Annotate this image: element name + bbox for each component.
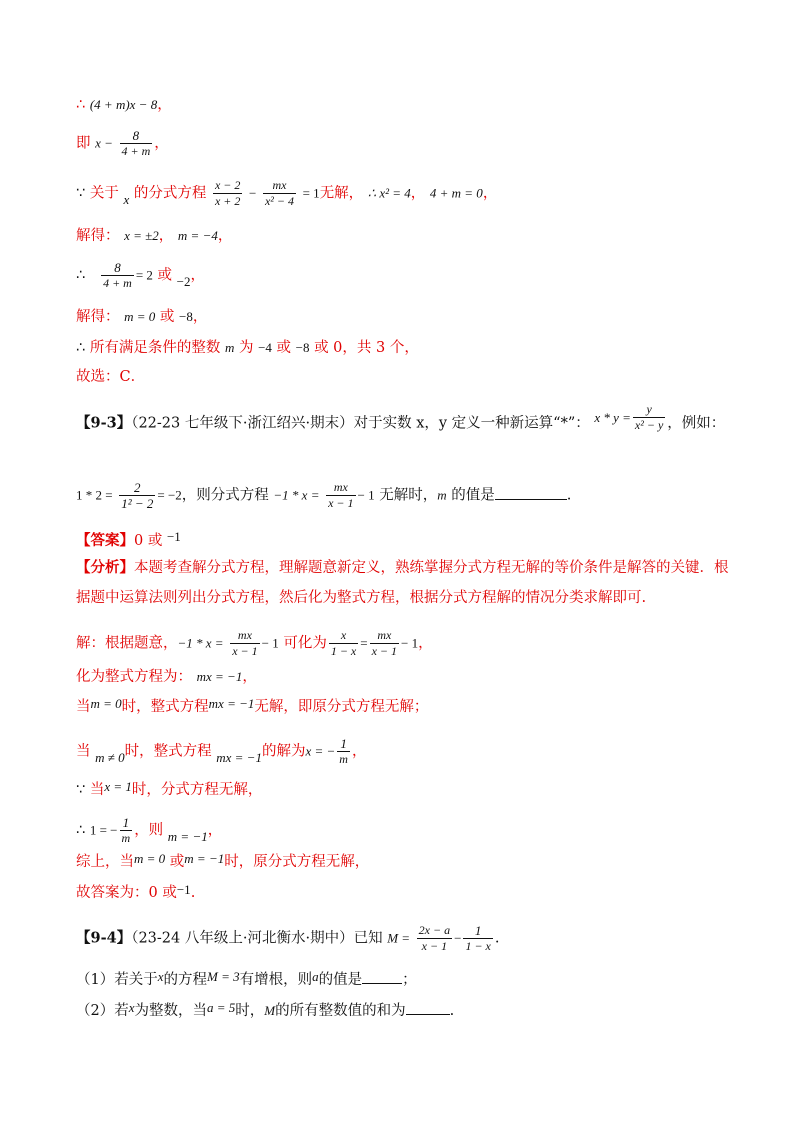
- punct: ，: [157, 97, 172, 113]
- punct: ，: [351, 743, 367, 760]
- punct: ，: [190, 267, 205, 284]
- step-6: [76, 815, 222, 846]
- solution-line-6: [76, 307, 207, 327]
- numerator: y: [633, 402, 665, 418]
- text: 或: [159, 309, 175, 325]
- expression: −1: [176, 882, 191, 897]
- variable: x: [123, 191, 130, 207]
- expression: m = 0: [124, 309, 156, 324]
- expression: m ≠ 0: [95, 749, 125, 765]
- fraction-2: [329, 628, 358, 659]
- text: 故答案为：0 或: [76, 885, 177, 901]
- fraction-2: [463, 923, 492, 954]
- expression: M =: [387, 930, 411, 946]
- text: 的所有整数值的和为: [275, 1003, 406, 1019]
- text: 时，分式方程无解，: [131, 782, 263, 798]
- step-1: [76, 628, 433, 659]
- answer-blank-2[interactable]: [406, 1014, 450, 1015]
- variable: a: [312, 969, 319, 984]
- text: 为: [238, 340, 254, 356]
- punct: ，: [217, 228, 233, 244]
- denominator: m: [339, 752, 348, 766]
- text: 无解，: [319, 185, 364, 202]
- step-7: [76, 852, 369, 872]
- text: 解得：: [76, 228, 120, 244]
- fraction: [101, 260, 134, 291]
- step-3: [76, 697, 428, 717]
- text: 有增根，则: [239, 972, 313, 988]
- variable: x: [157, 969, 164, 984]
- text: 综上，当: [76, 854, 134, 870]
- text: 时，整式方程: [124, 743, 212, 760]
- answer-blank-1[interactable]: [362, 983, 402, 984]
- fraction-1: [213, 178, 242, 209]
- numerator: x: [329, 628, 358, 644]
- operation-def: x * y =: [594, 409, 631, 425]
- fraction-1: [230, 628, 259, 659]
- punct: .: [566, 487, 572, 504]
- text: 或: [276, 340, 292, 356]
- answer-value: −1: [166, 529, 181, 544]
- because-symbol: ∵: [76, 782, 86, 798]
- equation-fraction: [326, 480, 355, 511]
- punct: ，: [418, 635, 433, 652]
- text: 关于: [89, 185, 119, 202]
- text: 的方程: [163, 972, 208, 988]
- denominator: x − 1: [421, 939, 448, 953]
- expression: a = 5: [207, 1000, 236, 1015]
- expression: −1 * x =: [177, 635, 224, 651]
- text: 时，原分式方程无解，: [224, 854, 370, 870]
- expression: ∴ x² = 4: [367, 185, 411, 201]
- step-4: [76, 736, 366, 767]
- denominator: 1 − x: [465, 939, 491, 953]
- answer-tag: 【答案】: [76, 532, 134, 549]
- text: （2）若: [76, 1003, 129, 1019]
- punct: ，: [158, 228, 174, 244]
- example: 1 * 2 =: [76, 487, 113, 503]
- because-symbol: ∵: [76, 185, 86, 202]
- question-9-3-line-2: [76, 480, 571, 511]
- variable: x: [128, 1000, 135, 1015]
- punct: ；: [402, 972, 417, 988]
- expression: −8: [179, 309, 193, 324]
- denominator: m: [121, 831, 131, 845]
- numerator: 8: [120, 128, 153, 144]
- punct: ，: [242, 669, 257, 685]
- text: 故选：C．: [76, 369, 146, 385]
- solution-line-8: [76, 367, 145, 387]
- text: 时，整式方程: [121, 699, 209, 715]
- solution-line-2: [76, 128, 169, 159]
- answer-text: 0 或: [134, 533, 163, 549]
- expression: mx = −1: [196, 669, 243, 684]
- solution-line-7: [76, 338, 419, 358]
- fraction: [120, 128, 153, 159]
- question-text: （22-23 七年级下·浙江绍兴·期末）对于实数 x，y 定义一种新运算“*”：: [131, 415, 590, 432]
- fraction-1: [417, 923, 452, 954]
- text: 当: [76, 699, 91, 715]
- analysis-line-2: [76, 588, 646, 608]
- operation-fraction: [633, 402, 665, 433]
- fraction-3: [370, 628, 399, 659]
- text: ，例如：: [667, 415, 726, 432]
- fraction: [120, 815, 133, 846]
- denominator: x − 1: [371, 644, 398, 658]
- question-9-4-part-1: [76, 970, 417, 990]
- answer-line: [76, 531, 181, 551]
- text: 化为整式方程为：: [76, 669, 192, 685]
- expression: m = 0: [90, 696, 122, 711]
- denominator: x − 1: [328, 496, 354, 510]
- text: 解得：: [76, 309, 120, 325]
- expression: x = −: [305, 743, 336, 759]
- fraction: [337, 736, 350, 767]
- denominator: x + 2: [214, 194, 241, 208]
- expression: mx = −1: [216, 749, 262, 765]
- example-result: = −2: [157, 487, 182, 503]
- expression: = 2: [135, 267, 153, 283]
- expression: x −: [95, 135, 113, 151]
- solution-line-3: [76, 178, 497, 209]
- solution-line-5: [76, 260, 205, 291]
- denominator: 1 − x: [330, 644, 357, 658]
- expression: m = −4: [177, 228, 218, 243]
- text: ，则: [134, 822, 164, 839]
- numerator: 2: [119, 480, 155, 496]
- punct: .: [449, 1003, 455, 1019]
- step-5: [76, 780, 262, 800]
- denominator: x² − y: [634, 418, 664, 432]
- text: 或 0，共 3 个，: [314, 340, 419, 356]
- text: 无解，即原分式方程无解；: [254, 699, 429, 715]
- expression: m = −1: [184, 851, 225, 866]
- punct: ，: [410, 185, 426, 202]
- expression: −4: [258, 340, 272, 355]
- question-9-3: [76, 402, 726, 439]
- variable: m: [224, 340, 235, 355]
- text: 所有满足条件的整数: [89, 340, 221, 356]
- expression: M = 3: [207, 969, 240, 984]
- expression: −8: [295, 340, 310, 355]
- therefore-symbol: ∴: [76, 97, 86, 113]
- analysis-text: 本题考查解分式方程，理解题意新定义，熟练掌握分式方程无解的等价条件是解答的关键．根: [134, 560, 729, 576]
- text: 解：根据题意，: [76, 635, 178, 652]
- denominator: 4 + m: [121, 144, 151, 158]
- numerator: x − 2: [214, 178, 241, 192]
- variable: m: [437, 487, 447, 503]
- punct: ，: [192, 309, 208, 325]
- text: ，则分式方程: [181, 487, 269, 504]
- question-9-4-part-2: [76, 1001, 454, 1021]
- text: 当: [89, 782, 105, 798]
- question-9-4: [76, 923, 500, 954]
- numerator: 1: [463, 923, 492, 939]
- expression: mx = −1: [208, 696, 255, 711]
- fraction-2: [263, 178, 296, 209]
- denominator: x² − 4: [264, 194, 294, 208]
- analysis-line-1: [76, 558, 729, 578]
- numerator: 8: [101, 260, 134, 276]
- text: 可化为: [283, 635, 327, 652]
- punct: .: [190, 885, 196, 901]
- expression: m = 0: [134, 851, 166, 866]
- therefore-symbol: ∴: [76, 822, 86, 839]
- expression: − 1: [261, 635, 279, 651]
- solution-line-1: [76, 95, 172, 115]
- step-2: [76, 667, 257, 687]
- expression: 4 + m = 0: [429, 185, 483, 201]
- text: 或: [169, 854, 185, 870]
- text: 为整数，当: [134, 1003, 208, 1019]
- text: 时，: [235, 1003, 265, 1019]
- text: 的值是: [318, 972, 363, 988]
- numerator: 1: [120, 815, 133, 831]
- equals-one: = 1: [302, 185, 320, 201]
- minus: −: [249, 185, 257, 201]
- variable: M: [264, 1003, 276, 1018]
- equals: =: [360, 635, 368, 651]
- text: 当: [76, 743, 91, 760]
- numerator: 2x − a: [418, 923, 451, 937]
- text: （1）若关于: [76, 972, 158, 988]
- punct: ，: [482, 185, 498, 202]
- expression: x = ±2: [124, 228, 159, 243]
- text: 无解时，: [379, 487, 438, 504]
- expression: − 1: [401, 635, 419, 651]
- punct: ，: [154, 135, 169, 152]
- analysis-tag: 【分析】: [76, 559, 134, 576]
- solution-line-4: [76, 226, 232, 246]
- analysis-text: 据题中运算法则列出分式方程，然后化为整式方程，根据分式方程解的情况分类求解即可.: [76, 590, 647, 606]
- expression: m = −1: [167, 828, 208, 844]
- text: 的分式方程: [133, 185, 207, 202]
- expression: (4 + m)x − 8: [89, 97, 158, 112]
- answer-blank[interactable]: [495, 499, 567, 500]
- expression: x = 1: [104, 779, 132, 794]
- numerator: mx: [326, 480, 355, 496]
- numerator: mx: [263, 178, 296, 194]
- question-text: （23-24 八年级上·河北衡水·期中）已知: [131, 930, 383, 947]
- therefore-symbol: ∴: [76, 267, 86, 284]
- numerator: 1: [337, 736, 350, 752]
- equation: − 1: [357, 487, 375, 503]
- equation: −1 * x =: [273, 487, 320, 503]
- example-fraction: [119, 480, 155, 511]
- denominator: x − 1: [232, 644, 258, 658]
- numerator: mx: [230, 628, 259, 644]
- step-8: [76, 883, 195, 903]
- expression: −2: [176, 273, 191, 289]
- minus: −: [454, 930, 462, 946]
- therefore-symbol: ∴: [76, 340, 86, 356]
- text: 的解为: [261, 743, 306, 760]
- expression: 1 = −: [89, 822, 118, 838]
- denominator: 1² − 2: [121, 496, 154, 511]
- text: 的值是: [451, 487, 495, 504]
- text: 即: [76, 135, 91, 152]
- text: 或: [157, 267, 173, 284]
- numerator: mx: [370, 628, 399, 644]
- punct: .: [494, 930, 500, 947]
- denominator: 4 + m: [103, 276, 132, 290]
- question-tag: 【9-4】: [76, 929, 132, 947]
- question-tag: 【9-3】: [76, 414, 132, 432]
- punct: ，: [207, 822, 223, 839]
